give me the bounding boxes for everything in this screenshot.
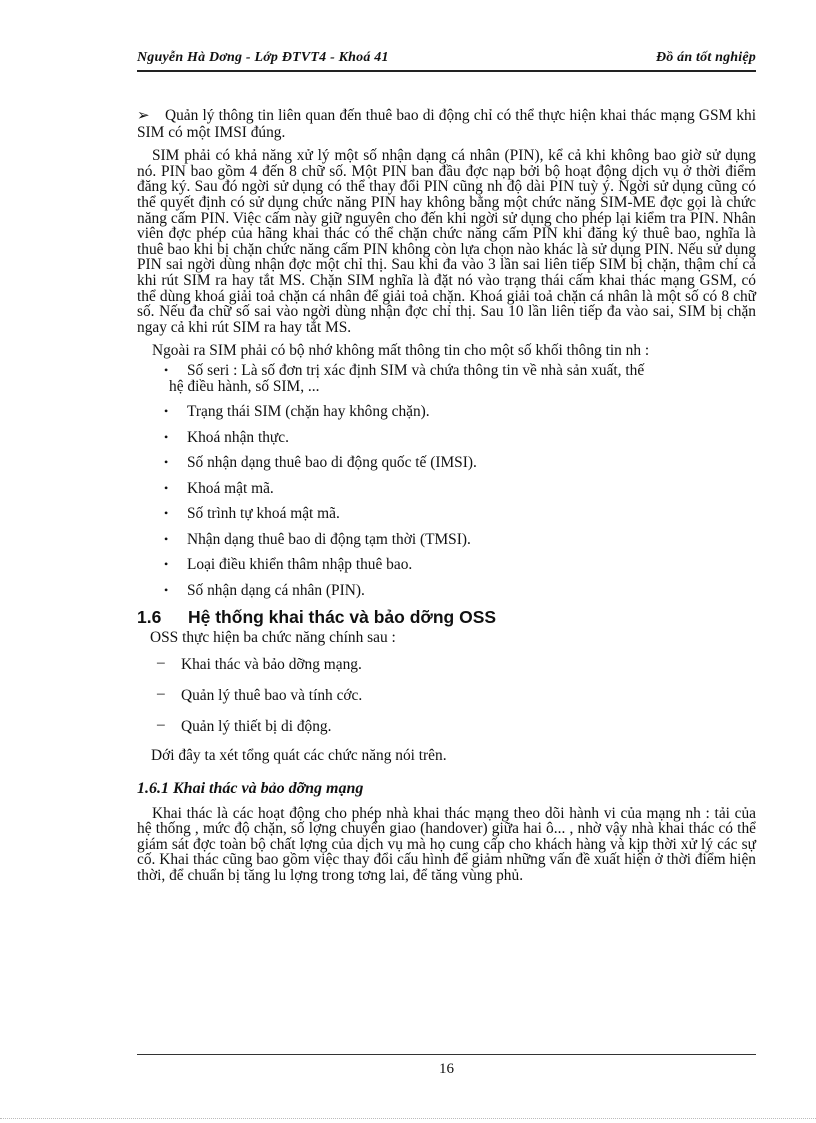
bullet-icon: • <box>164 362 169 377</box>
oss-intro: OSS thực hiện ba chức năng chính sau : <box>150 629 396 647</box>
pin-paragraph: SIM phải có khả năng xử lý một số nhận dạng cá nhân (PIN), kể cả khi không bao giờ sử dụng nó. PIN bao gồm 4 đến 8 chữ số. Một PIN ban đầu đợc nạp bởi bộ hoạt động dịch vụ ở thời điểm đăng ký. Sau đó ngời sử dụng có thể thay đổi PIN cũng nh độ dài PIN tuỳ ý. Ngời sử dụng cũng có thể quyết định có sử dụng chức năng PIN hay không bằng một chức năng SIM-ME đợc gọi là chức năng cấm PIN. Việc cấm này giữ nguyên cho đến khi ngời sử dụng cho phép lại kiểm tra PIN. Nhân viên đợc phép của hãng khai thác có thể chặn chức năng cấm PIN khi đăng ký thuê bao, nghĩa là thuê bao khi bị chặn chức năng cấm PIN không còn lựa chọn nào khác là sử dụng PIN. Nếu sử dụng PIN sai ngời dùng nhận đợc một chỉ thị. Sau khi đa vào 3 lần sai liên tiếp SIM bị chặn, thậm chí cả khi rút SIM ra hay tắt MS. Chặn SIM nghĩa là đặt nó vào trạng thái cấm khai thác mạng GSM, có thể dùng khoá giải toả chặn cá nhân để giải toả chặn. Khoá giải toả chặn cá nhân là một số có 8 chữ số. Nếu đa chữ số sai vào ngời dùng nhận đợc chỉ thị. Sau 10 lần liên tiếp đa vào sai, SIM bị chặn ngay cả khi rút SIM ra hay tắt MS. <box>137 147 756 336</box>
bullet-icon: • <box>164 582 169 597</box>
list-item: • Loại điều khiển thâm nhập thuê bao. <box>164 556 413 574</box>
page-bottom-border <box>0 1118 816 1119</box>
list-item: • Số trình tự khoá mật mã. <box>164 505 340 523</box>
page-header <box>137 48 756 72</box>
oss-functions-list <box>137 656 756 736</box>
subsection-number: 1.6.1 <box>137 779 169 797</box>
list-item: • Nhận dạng thuê bao di động tạm thời (TMSI). <box>164 530 471 548</box>
arrow-paragraph: ➢ Quản lý thông tin liên quan đến thuê bao di động chỉ có thể thực hiện khai thác mạng GSM khi SIM có một IMSI đúng. <box>137 107 756 141</box>
bullet-icon: • <box>164 404 169 419</box>
dash-icon: – <box>157 654 165 671</box>
list-item: – Khai thác và bảo dỡng mạng. <box>157 654 362 673</box>
list-item: • Số nhận dạng cá nhân (PIN). <box>164 581 365 599</box>
list-item: • Khoá nhận thực. <box>164 428 289 446</box>
dash-icon: – <box>157 716 165 733</box>
page-body <box>137 108 756 884</box>
header-author-class: Nguyễn Hà Dơng - Lớp ĐTVT4 - Khoá 41 <box>137 50 389 65</box>
operation-paragraph: Khai thác là các hoạt động cho phép nhà khai thác mạng theo dõi hành vi của mạng nh : tải của hệ thống , mức độ chặn, số lợng chuyển giao (handover) giữa hai ô... , nhờ vậy nhà khai thác có thể giám sát đợc toàn bộ chất lợng của dịch vụ mà họ cung cấp cho khách hàng và kịp thời xử lý các sự cố. Khai thác cũng bao gồm việc thay đổi cấu hình để giảm những vấn đề xuất hiện ở thời điểm hiện thời, để chuẩn bị tăng lu lợng trong tơng lai, để tăng vùng phủ. <box>137 804 756 884</box>
overview-sentence: Dới đây ta xét tổng quát các chức năng nói trên. <box>151 747 447 764</box>
subsection-heading <box>137 779 756 799</box>
memory-items-list <box>137 363 756 599</box>
memory-paragraph: Ngoài ra SIM phải có bộ nhớ không mất thông tin cho một số khối thông tin nh : <box>152 342 650 360</box>
section-number: 1.6 <box>137 607 162 628</box>
list-item: • Số nhận dạng thuê bao di động quốc tế (IMSI). <box>164 454 477 472</box>
arrow-bullet-icon: ➢ <box>137 108 150 124</box>
list-item: • Trạng thái SIM (chặn hay không chặn). <box>164 403 430 421</box>
section-title: Hệ thống khai thác và bảo dỡng OSS <box>188 607 497 628</box>
list-item: • Khoá mật mã. <box>164 479 274 497</box>
subsection-title: Khai thác và bảo dỡng mạng <box>173 779 364 797</box>
list-item: – Quản lý thuê bao và tính cớc. <box>157 685 363 704</box>
bullet-icon: • <box>164 480 169 495</box>
list-item: – Quản lý thiết bị di động. <box>157 716 332 735</box>
bullet-icon: • <box>164 506 169 521</box>
bullet-icon: • <box>164 429 169 444</box>
header-document-type: Đồ án tốt nghiệp <box>655 50 756 65</box>
section-heading <box>137 606 756 628</box>
bullet-icon: • <box>164 531 169 546</box>
bullet-icon: • <box>164 557 169 572</box>
bullet-icon: • <box>164 455 169 470</box>
list-item: • Số seri : Là số đơn trị xác định SIM và chứa thông tin về nhà sản xuất, thế hệ điều hành, số SIM, ... <box>164 361 645 395</box>
footer-divider <box>137 1054 756 1055</box>
page-number: 16 <box>439 1061 454 1077</box>
dash-icon: – <box>157 685 165 702</box>
